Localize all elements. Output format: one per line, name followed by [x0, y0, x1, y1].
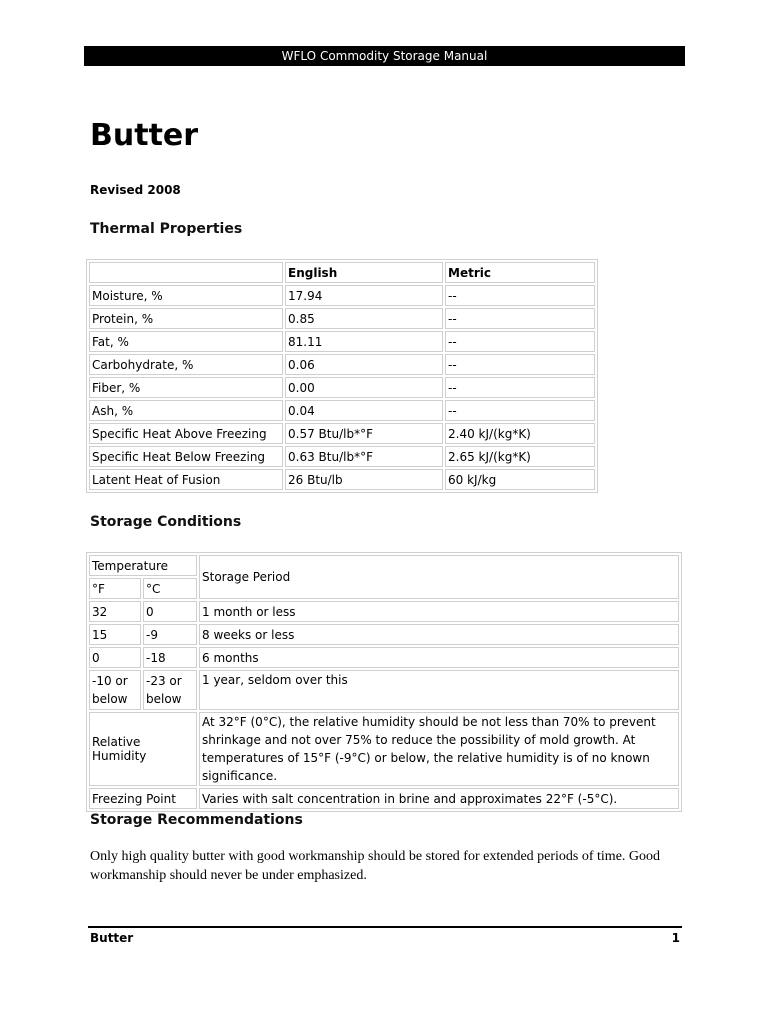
table-cell: Fat, % [89, 331, 283, 352]
table-cell: -23 or below [143, 670, 197, 710]
table-cell: -- [445, 285, 595, 306]
table-cell: -- [445, 400, 595, 421]
table-row [89, 308, 595, 329]
table-row [89, 712, 679, 786]
page-number: 1 [671, 931, 680, 945]
storage-conditions-table [86, 552, 682, 812]
table-row [89, 285, 595, 306]
table-cell: -- [445, 377, 595, 398]
table-cell: Ash, % [89, 400, 283, 421]
table-cell: -18 [143, 647, 197, 668]
page-title: Butter [90, 118, 199, 153]
table-cell: 81.11 [285, 331, 443, 352]
table-row [89, 331, 595, 352]
revision-note: Revised 2008 [90, 183, 181, 197]
recommendations-paragraph: Only high quality butter with good workmanship should be stored for extended periods of time. Good workmanship should never be under emphasized. [90, 849, 661, 883]
table-cell: -9 [143, 624, 197, 645]
table-cell: Moisture, % [89, 285, 283, 306]
table-cell: 8 weeks or less [199, 624, 679, 645]
freezing-point-text: Varies with salt concentration in brine and approximates 22°F (-5°C). [199, 788, 679, 809]
table-cell: 0 [89, 647, 141, 668]
table-cell: -- [445, 331, 595, 352]
relative-humidity-label: Relative Humidity [89, 712, 197, 786]
storage-period-header-cell: Storage Period [199, 555, 679, 599]
table-cell: 0.63 Btu/lb*°F [285, 446, 443, 467]
storage-conditions-heading: Storage Conditions [90, 514, 242, 530]
celsius-header-cell: °C [143, 578, 197, 599]
table-row [89, 446, 595, 467]
table-cell: Carbohydrate, % [89, 354, 283, 375]
table-cell: 17.94 [285, 285, 443, 306]
table-cell: 32 [89, 601, 141, 622]
table-cell: Fiber, % [89, 377, 283, 398]
table-cell: Protein, % [89, 308, 283, 329]
table-row [89, 788, 679, 809]
table-cell: 6 months [199, 647, 679, 668]
thermal-properties-heading: Thermal Properties [90, 221, 243, 237]
table-row [89, 354, 595, 375]
table-cell: 0.57 Btu/lb*°F [285, 423, 443, 444]
temperature-header-cell: Temperature [89, 555, 197, 576]
table-row [89, 601, 679, 622]
table-row [89, 400, 595, 421]
table-row [89, 423, 595, 444]
table-cell: 0.00 [285, 377, 443, 398]
table-cell: 1 month or less [199, 601, 679, 622]
thermal-properties-table [86, 259, 598, 493]
table-cell: -10 or below [89, 670, 141, 710]
table-cell: Latent Heat of Fusion [89, 469, 283, 490]
table-cell: 2.40 kJ/(kg*K) [445, 423, 595, 444]
table-cell: 26 Btu/lb [285, 469, 443, 490]
table-row [89, 647, 679, 668]
table-cell: 2.65 kJ/(kg*K) [445, 446, 595, 467]
table-row [89, 469, 595, 490]
table-cell: 60 kJ/kg [445, 469, 595, 490]
table-row [89, 377, 595, 398]
table-cell: 15 [89, 624, 141, 645]
table-cell: 0.85 [285, 308, 443, 329]
table-cell: 0 [143, 601, 197, 622]
storage-recommendations-heading: Storage Recommendations [90, 812, 303, 828]
table-cell: -- [445, 354, 595, 375]
fahrenheit-header-cell: °F [89, 578, 141, 599]
footer-title: Butter [90, 931, 134, 945]
relative-humidity-text: At 32°F (0°C), the relative humidity should be not less than 70% to prevent shrinkage and not over 75% to reduce the possibility of mold growth. At temperatures of 15°F (-9°C) or below, the relative humidity is of no known significance. [199, 712, 679, 786]
table-cell: Specific Heat Below Freezing [89, 446, 283, 467]
table-header-cell [89, 262, 283, 283]
footer-divider [88, 926, 682, 928]
table-cell: Specific Heat Above Freezing [89, 423, 283, 444]
table-cell: 0.06 [285, 354, 443, 375]
table-header-row [89, 262, 595, 283]
table-row [89, 624, 679, 645]
table-header-cell: Metric [445, 262, 595, 283]
table-header-cell: English [285, 262, 443, 283]
table-header-row [89, 555, 679, 576]
table-cell: -- [445, 308, 595, 329]
freezing-point-label: Freezing Point [89, 788, 197, 809]
table-cell: 0.04 [285, 400, 443, 421]
table-row [89, 670, 679, 710]
table-cell: 1 year, seldom over this [199, 670, 679, 710]
running-header: WFLO Commodity Storage Manual [84, 46, 685, 66]
